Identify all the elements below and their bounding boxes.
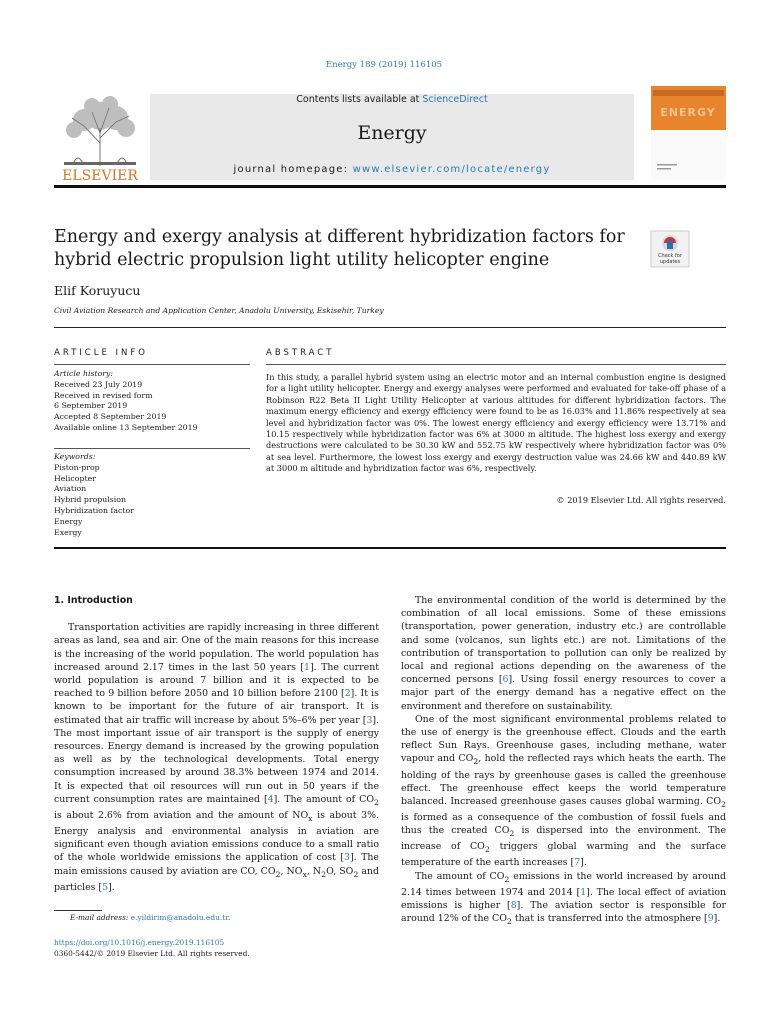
article-info-rule [54,364,250,365]
body-right-column [401,594,726,928]
keyword: Aviation [54,484,87,494]
history-item: 6 September 2019 [54,401,128,411]
intro-paragraph-4: The amount of $CO_2$ emissions in the world increased by around 2.14 times between 1974 and 2014 [1]. The local effect of aviation emissions is higher [8]. The aviation sector is responsible for around 12% of the $CO_2$ that is transferred into the atmosphere [9]. [401,870,727,926]
reference-link[interactable]: 1 [304,661,310,673]
check-for-updates-badge[interactable] [650,230,690,268]
keyword: Piston-prop [54,462,100,472]
elsevier-wordmark: ELSEVIER [62,168,138,184]
reference-link[interactable]: 9 [707,913,714,925]
body-left-column [54,594,379,894]
journal-name: Energy [357,122,427,144]
history-item: Accepted 8 September 2019 [54,412,167,422]
author-affiliation: Civil Aviation Research and Application Center, Anadolu University, Eskisehir, Turkey [54,306,384,315]
article-history [54,369,250,434]
section-heading-introduction: 1. Introduction [54,595,133,606]
reference-link[interactable]: 1 [580,886,587,898]
keyword: Hybrid propulsion [54,495,127,505]
elsevier-logo[interactable] [54,88,146,184]
abstract-copyright: © 2019 Elsevier Ltd. All rights reserved. [556,495,726,505]
reference-link[interactable]: 3 [344,852,350,864]
keyword: Energy [54,516,83,526]
abstract-bottom-rule [54,547,726,549]
history-item: Received in revised form [54,390,153,400]
reference-link[interactable]: 5 [102,881,109,893]
abstract-rule [266,364,726,365]
keyword: Hybridization factor [54,505,134,515]
title-bottom-rule [54,327,726,328]
journal-homepage-link[interactable]: www.elsevier.com/locate/energy [352,164,551,175]
journal-homepage: journal homepage: www.elsevier.com/locate/energy [233,164,551,175]
crossmark-icon [650,230,690,268]
author-email-link[interactable]: e.yildirim@anadolu.edu.tr [130,913,228,922]
reference-link[interactable]: 6 [502,674,509,686]
contents-line: Contents lists available at ScienceDirect [296,94,488,105]
reference-link[interactable]: 3 [366,714,373,726]
history-item: Available online 13 September 2019 [54,422,198,432]
header-bottom-rule [54,185,726,188]
reference-link[interactable]: 7 [574,857,581,869]
intro-paragraph-3: One of the most significant environmental problems related to the use of energy is the greenhouse effect. Clouds and the earth reflect Sun Rays. Greenhouse gases, including methane, water vapour and $CO_2$, hold the reflected rays which heats the earth. The holding of the rays by greenhouse gases is called the greenhouse effect. The greenhouse effect keeps the world temperature balanced. Increased greenhouse gases causes global warming. $CO_2$ is formed as a consequence of the combustion of fossil fuels and thus the created $CO_2$ is dispersed into the environment. The increase of $CO_2$ triggers global warming and the surface temperature of the earth increases [7]. [401,713,726,869]
intro-paragraph-1: Transportation activities are rapidly increasing in three different areas as land, sea and air. One of the main reasons for this increase is the increasing of the world population. The world population has increased around 2.17 times in the last 50 years [1]. The current world population is around 7 billion and it is expected to be reached to 9 billion before 2050 and 10 billion before 2100 [2]. It is known to be important for the future of air transport. It is estimated that air traffic will increase by about 5%–6% per year [3]. The most important issue of air transport is the supply of energy resources. Energy demand is increased by the growing population as well as by the technological developments. Total energy consumption increased by around 38.3% between 1974 and 2014. It is expected that oil resources will run out in 50 years if the current consumption rates are maintained [4]. The amount of $CO_2$ is about 2.6% from aviation and the amount of $NO_x$ is about 3%. Energy analysis and environmental analysis in aviation are significant even though aviation emissions conduce to a small ratio of the whole worldwide emissions the application of cost [3]. The main emissions caused by aviation are CO, $CO_2$, $NO_x$, $N_2O$, $SO_2$ and particles [5]. [54,622,379,893]
paper-title: Energy and exergy analysis at different hybridization factors for hybrid electric propulsion light utility helicopter engine [54,227,625,270]
history-label: Article history: [54,369,114,378]
reference-link[interactable]: 4 [267,793,274,805]
reference-link[interactable]: 8 [510,899,517,911]
abstract-text: In this study, a parallel hybrid system using an electric motor and an internal combustion engine is designed for a light utility helicopter. Energy and exergy analyses were performed and evaluated for take-off phase of a Robinson R22 Beta II Light Utility Helicopter at various altitudes for different hybridization factors. The maximum energy efficiency and exergy efficiency were found to be as 16.03% and 11.86% respectively at sea level and hybridization factor was 0%. The lowest energy efficiency and exergy efficiency were 13.71% and 10.15 respectively while hybridization factor was 6% at 3000 m altitude. The highest loss exergy and exergy destructions were calculated to be 30.30 kW and 552.75 kW respectively where hybridization factor was 0% at sea level. Furthermore, the lowest loss exergy and exergy destruction value was 24.66 kW and 440.89 kW at 3000 m altitude and hybridization factor was 6%, respectively. [266,372,726,474]
keyword: Exergy [54,527,82,537]
author-name: Elif Koruyucu [54,283,141,298]
footnote-rule [54,910,102,911]
author-email-footnote: E-mail address: e.yildirim@anadolu.edu.tr. [70,913,231,922]
keywords-label: Keywords: [54,452,96,461]
svg-text:updates: updates [659,259,681,265]
abstract-heading: ABSTRACT [266,348,335,358]
svg-text:Check for: Check for [658,253,682,259]
article-info-heading: ARTICLE INFO [54,348,148,358]
reference-link[interactable]: 2 [344,688,351,700]
article-info-divider [54,448,250,449]
journal-banner [150,94,634,180]
journal-citation-link[interactable]: Energy 189 (2019) 116105 [325,60,443,70]
doi-link[interactable]: https://doi.org/10.1016/j.energy.2019.116105 [54,938,225,947]
intro-paragraph-2: The environmental condition of the world is determined by the combination of all local emissions. Some of these emissions (transportation, power generation, industry etc.) are controllable and some (volcanos, sun lights etc.) are not. Limitations of the contribution of transportation to pollution can only be realized by local and regional actions depending on the awareness of the concerned persons [6]. Using fossil energy resources to cover a major part of the energy demand has a negative effect on the environment and therefore on sustainability. [401,595,726,712]
history-item: Received 23 July 2019 [54,379,143,389]
sciencedirect-link[interactable]: ScienceDirect [422,94,488,105]
keywords-list [54,452,250,538]
issn-copyright: 0360-5442/© 2019 Elsevier Ltd. All rights reserved. [54,949,250,958]
journal-cover-image[interactable] [651,86,726,180]
keyword: Helicopter [54,473,96,483]
cover-title: ENERGY [660,106,716,119]
